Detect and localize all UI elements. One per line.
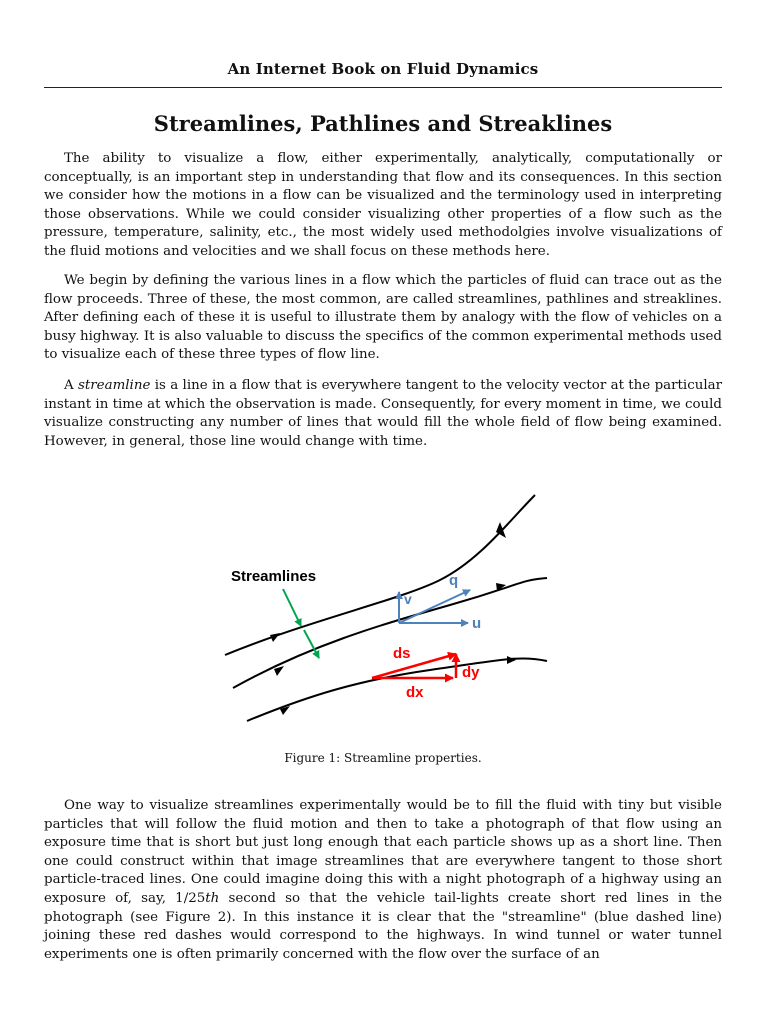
figure-caption: Figure 1: Streamline properties.: [284, 751, 482, 765]
term-streamline: streamline: [78, 378, 151, 393]
header-divider: [44, 87, 722, 88]
figure-streamline-properties: [200, 480, 570, 730]
paragraph-visualization: [44, 797, 722, 964]
paragraph-body-start: One way to visualize streamlines experimentally would be to fill the fluid with tiny but visible particles that will follow the fluid motion and then to take a photograph of that flow using an exposure time that is short but just long enough that each particle shows up as a short line. Then one could construct within that image streamlines that are everywhere tangent to those short particle-traced lines. One could imagine doing this with a night photograph of a highway using an exposure of, say, 1/25: [44, 798, 722, 906]
label-u: u: [472, 615, 482, 632]
label-ds: ds: [393, 645, 411, 662]
label-q: q: [449, 572, 459, 589]
label-dx: dx: [406, 684, 424, 701]
label-pointer-1: [283, 589, 301, 626]
paragraph-body: is a line in a flow that is everywhere tangent to the velocity vector at the particular instant in time at which the observation is made. Consequently, for every moment in time, we could visualize constructing any number of lines that would fill the whole field of flow being examined. However, in general, those line would change with time.: [44, 378, 722, 449]
element-ds: [372, 654, 456, 678]
paragraph-line-types: We begin by defining the various lines in a flow which the particles of fluid can trace out as the flow proceeds. Three of these, the most common, are called streamlines, pathlines and streaklines. After defining each of these it is useful to illustrate them by analogy with the flow of vehicles on a busy highway. It is also valuable to discuss the specifics of the common experimental methods used to visualize each of these three types of flow line.: [44, 273, 722, 363]
paragraph-prefix: A: [64, 378, 79, 393]
streamline-top-arrow-1: [270, 633, 280, 642]
page-title: Streamlines, Pathlines and Streaklines: [153, 111, 613, 136]
label-streamlines: Streamlines: [231, 568, 317, 585]
label-pointer-2: [304, 630, 319, 658]
book-title: An Internet Book on Fluid Dynamics: [227, 60, 539, 78]
paragraph-body-end: second so that the vehicle tail-lights create short red lines in the photograph (see Figure 2). In this instance it is clear that the "streamline" (blue dashed line) joining these red dashes would correspond to the highways. In wind tunnel or water tunnel experiments one is often primarily concerned with the flow over the surface of an: [44, 890, 722, 962]
paragraph-intro: The ability to visualize a flow, either experimentally, analytically, computationally or conceptually, is an important step in understanding that flow and its consequences. In this section we consider how the motions in a flow can be visualized and the terminology used in interpreting those observations. While we could consider visualizing other properties of a flow such as the pressure, temperature, salinity, etc., the most widely used methodolgies involve visualizations of the fluid motions and velocities and we shall focus on these methods here.: [44, 151, 722, 259]
label-dy: dy: [462, 664, 480, 681]
streamline-bottom: [247, 658, 547, 721]
superscript-th: th: [205, 890, 220, 906]
paragraph-streamline-definition: [44, 377, 722, 451]
streamline-middle-arrow-1: [274, 666, 284, 676]
streamline-bottom-arrow-2: [507, 656, 516, 664]
label-v: v: [404, 591, 412, 607]
